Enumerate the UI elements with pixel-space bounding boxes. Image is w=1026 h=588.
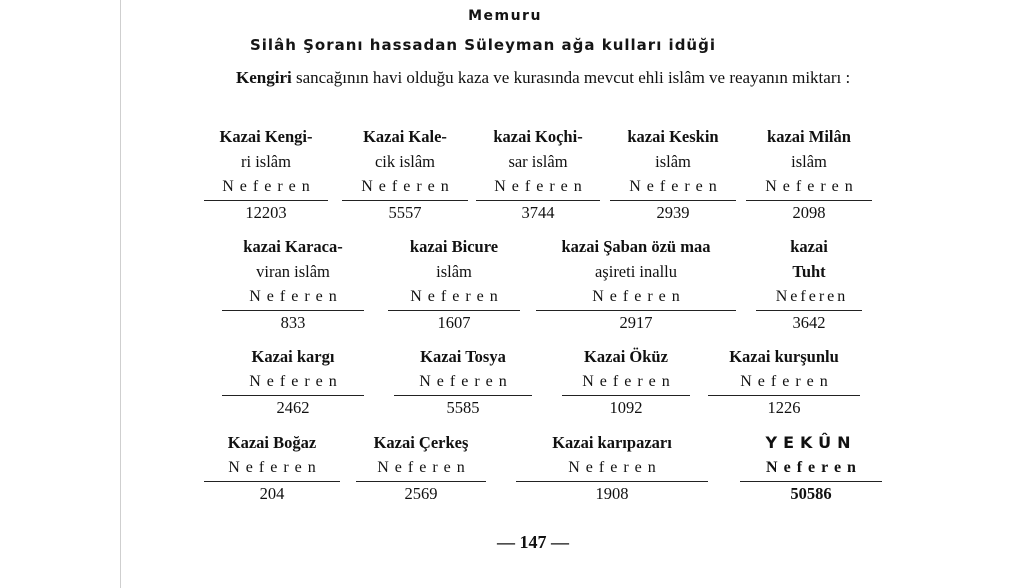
unit-label: Neferen [419,373,513,390]
district-label-line2: sar islâm [508,152,568,171]
district-label-line2: aşireti inallu [594,262,678,281]
total-value: 50586 [790,484,832,503]
district-cell-kochisar [476,124,600,225]
population-value: 833 [280,313,306,332]
total-cell [740,430,882,506]
intro-text: sancağının havi olduğu kaza ve kurasında mevcut ehli islâm ve reayanın miktarı : [291,68,851,87]
district-cell-saban-ozu [536,234,736,335]
unit-label: Neferen [592,288,686,305]
unit-label: Neferen [629,178,723,195]
population-value: 12203 [245,203,287,222]
intro-bold-word: Kengiri [236,68,292,87]
district-label-line1: kazai Bicure [409,237,499,256]
district-label-line1: kazai Milân [767,127,851,146]
district-label: Kazai Öküz [584,347,668,366]
unit-label: Neferen [582,373,676,390]
page-number: — 147 — [497,532,569,552]
population-value: 2569 [404,484,438,503]
population-value: 1607 [437,313,471,332]
district-label-line2: viran islâm [256,262,330,281]
district-label-line2: islâm [436,262,472,281]
district-label-line2: cik islâm [374,152,436,171]
unit-label: Neferen [377,459,471,476]
district-label-line2: islâm [791,152,827,171]
unit-label: Neferen [228,459,322,476]
district-cell-keskin [610,124,736,225]
page-margin-line [120,0,121,588]
district-label: Kazai kargı [251,347,335,366]
population-value: 1226 [767,398,801,417]
district-label-line2: islâm [655,152,691,171]
district-cell-kursunlu [708,344,860,420]
unit-label: Neferen [568,459,662,476]
district-cell-karipazari [516,430,708,506]
population-value: 2917 [619,313,653,332]
district-label-line1: kazai Keskin [627,127,719,146]
unit-label: Neferen [410,288,504,305]
district-cell-bogaz [204,430,340,506]
population-value: 2939 [656,203,690,222]
population-value: 204 [259,484,285,503]
district-label-line2: Tuht [792,262,826,281]
population-value: 3642 [792,313,826,332]
population-value: 1908 [595,484,629,503]
district-cell-cerkes [356,430,486,506]
unit-label: Neferen [222,178,316,195]
population-value: 2462 [276,398,310,417]
unit-label: Neferen [775,288,849,305]
population-value: 1092 [609,398,643,417]
district-cell-tosya [394,344,532,420]
district-label-line1: Kazai Kale- [363,127,447,146]
unit-label: Neferen [740,373,834,390]
district-label: Kazai kurşunlu [729,347,839,366]
district-label-line2: ri islâm [241,152,291,171]
district-cell-kalecik [342,124,468,225]
intro-paragraph [204,66,884,89]
district-cell-kengiri [204,124,328,225]
district-label: Kazai Tosya [420,347,506,366]
district-cell-okuz [562,344,690,420]
district-cell-kargi [222,344,364,420]
district-label-line1: kazai Koçhi- [493,127,583,146]
district-label-line1: kazai Karaca- [243,237,343,256]
population-value: 2098 [792,203,826,222]
district-cell-milan [746,124,872,225]
population-value: 5557 [388,203,422,222]
unit-label: Neferen [765,178,859,195]
district-cell-bicure [388,234,520,335]
district-label-line1: Kazai Kengi- [219,127,313,146]
unit-label: Neferen [766,459,862,476]
population-value: 3744 [521,203,555,222]
district-label-line1: kazai [790,237,828,256]
unit-label: Neferen [249,373,343,390]
unit-label: Neferen [494,178,588,195]
district-label: Kazai Çerkeş [373,433,469,452]
district-label: Kazai karıpazarı [552,433,672,452]
unit-label: Neferen [361,178,455,195]
district-label-line1: kazai Şaban özü maa [561,237,711,256]
page-subtitle: Silâh Şoranı hassadan Süleyman ağa kulları idüği [249,36,716,54]
unit-label: Neferen [249,288,343,305]
district-cell-karacaviran [222,234,364,335]
district-cell-tuht [756,234,862,335]
page-title: Memuru [468,8,542,24]
total-label: YEKÛN [765,433,857,452]
district-label: Kazai Boğaz [227,433,317,452]
population-value: 5585 [446,398,480,417]
